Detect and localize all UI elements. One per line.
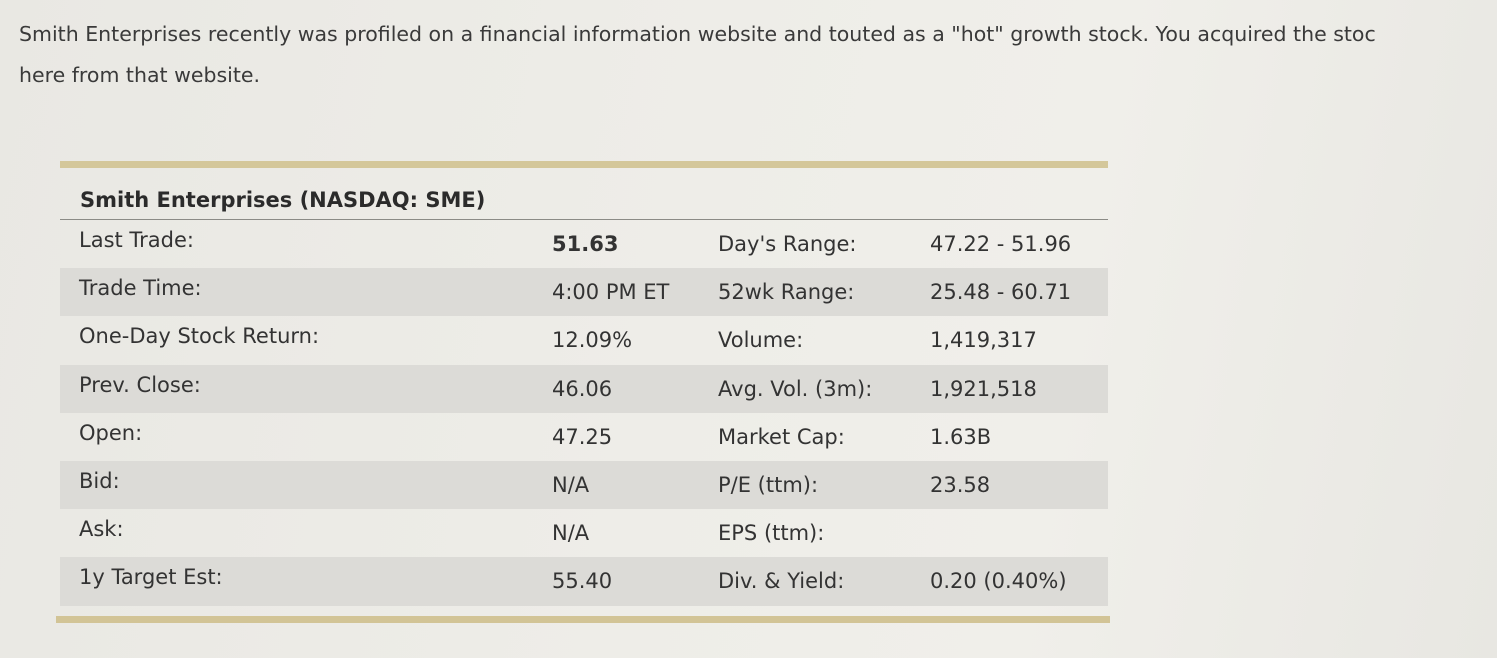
row-value: 4:00 PM ET [552, 280, 670, 305]
intro-line-2: here from that website. [19, 63, 261, 87]
intro-paragraph [19, 14, 1497, 96]
row-value-secondary: 0.20 (0.40%) [930, 569, 1067, 594]
row-label: Open: [79, 420, 143, 445]
row-label: Prev. Close: [79, 372, 201, 397]
row-label-secondary: Volume: [718, 328, 804, 353]
row-value: 51.63 [552, 232, 619, 257]
row-label: Trade Time: [79, 276, 202, 301]
row-label-secondary: Avg. Vol. (3m): [718, 376, 873, 401]
row-value-secondary: 25.48 - 60.71 [930, 280, 1072, 305]
row-label-secondary: 52wk Range: [718, 280, 855, 305]
row-label-secondary: EPS (ttm): [718, 521, 825, 546]
table-row [60, 220, 1108, 268]
table-row [60, 509, 1108, 557]
row-value: 47.25 [552, 424, 613, 449]
row-value-secondary: 1.63B [930, 424, 992, 449]
quote-rows [60, 220, 1108, 606]
row-label: Last Trade: [79, 228, 194, 253]
row-value: 12.09% [552, 328, 633, 353]
row-label: 1y Target Est: [79, 565, 223, 590]
row-label-secondary: Market Cap: [718, 424, 845, 449]
row-label-secondary: Div. & Yield: [718, 569, 845, 594]
row-value: 55.40 [552, 569, 613, 594]
row-value: 46.06 [552, 376, 613, 401]
row-label-secondary: Day's Range: [718, 232, 857, 257]
table-top-rule [60, 161, 1108, 168]
row-value: N/A [552, 521, 590, 546]
table-row [60, 365, 1108, 413]
row-label: One-Day Stock Return: [79, 324, 320, 349]
table-row [60, 413, 1108, 461]
table-bottom-rule [56, 616, 1110, 623]
table-row [60, 557, 1108, 605]
table-row [60, 461, 1108, 509]
row-label-secondary: P/E (ttm): [718, 473, 819, 498]
row-value-secondary: 1,921,518 [930, 376, 1037, 401]
row-label: Bid: [79, 469, 120, 494]
intro-line-1: Smith Enterprises recently was profiled on a financial information website and touted as a "hot" growth stock. You acquired the stoc [19, 22, 1376, 46]
row-value-secondary: 47.22 - 51.96 [930, 232, 1072, 257]
table-row [60, 316, 1108, 364]
quote-title: Smith Enterprises (NASDAQ: SME) [60, 168, 1108, 220]
stock-quote-table [60, 161, 1108, 606]
row-value-secondary: 23.58 [930, 473, 991, 498]
row-value-secondary: 1,419,317 [930, 328, 1037, 353]
table-row [60, 268, 1108, 316]
row-label: Ask: [79, 517, 124, 542]
row-value: N/A [552, 473, 590, 498]
